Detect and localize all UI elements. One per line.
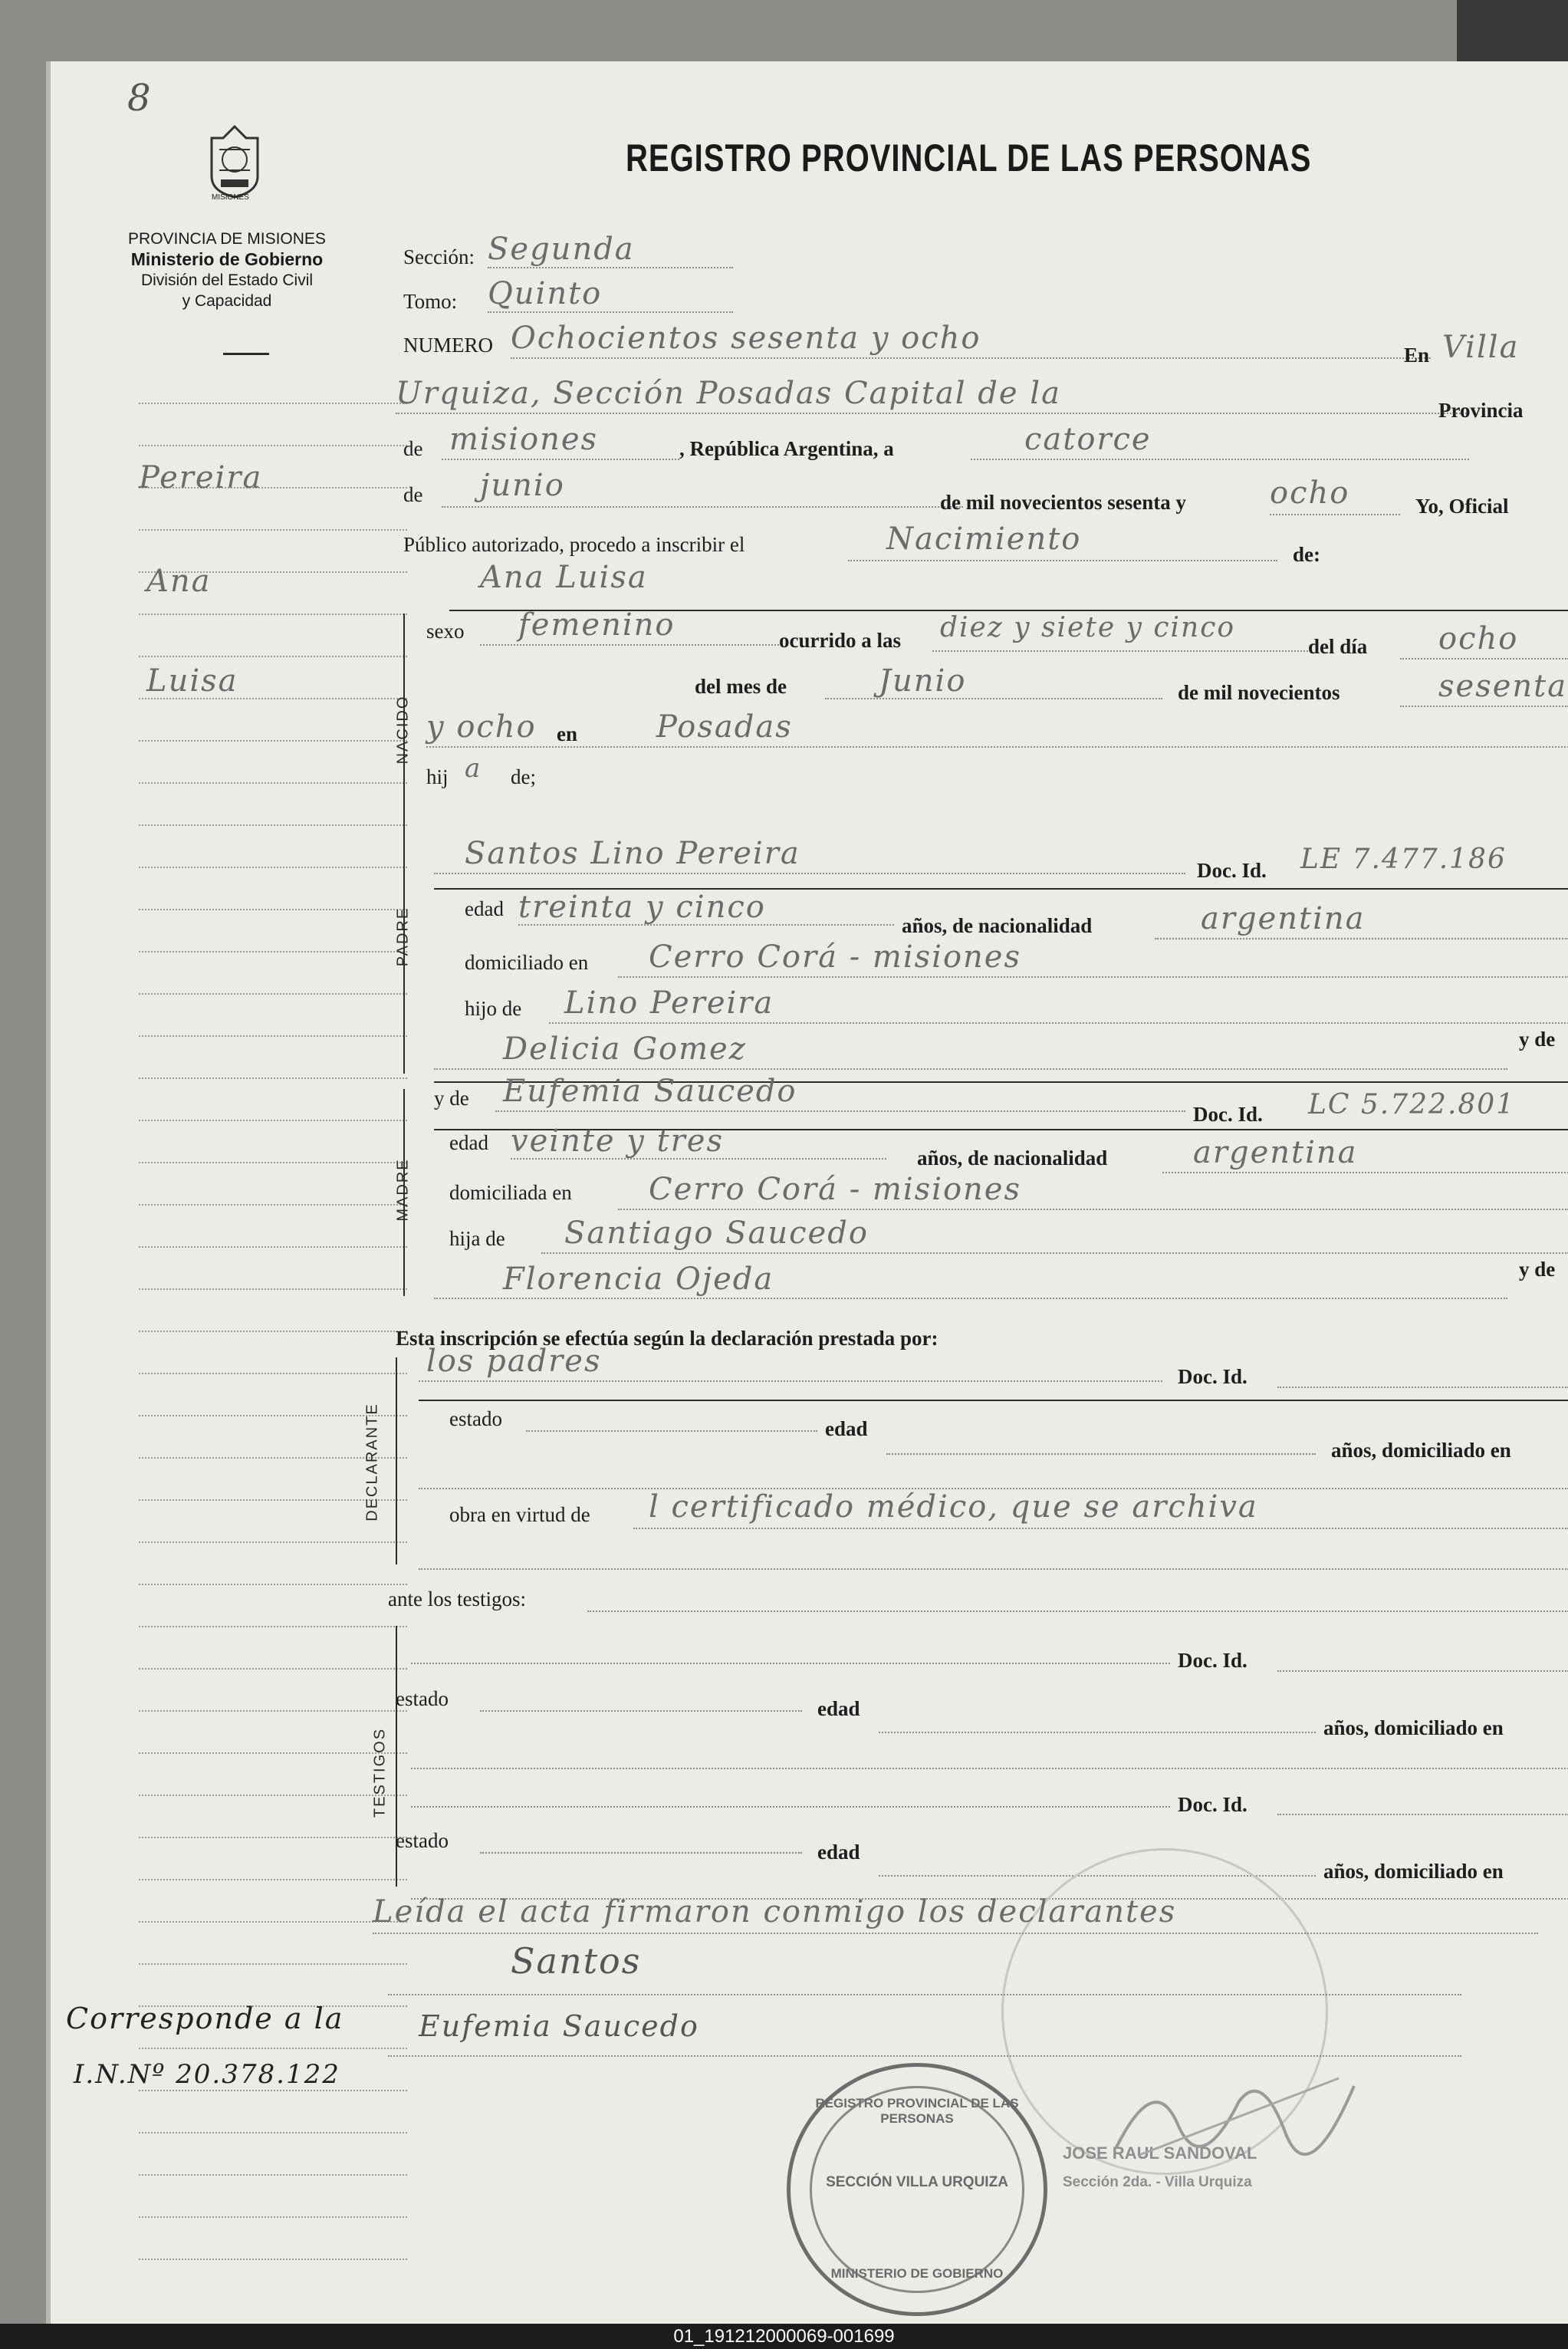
numero-label: NUMERO xyxy=(403,334,494,357)
acto-value: Nacimiento xyxy=(886,521,1082,557)
del-dia-label: del día xyxy=(1308,635,1368,658)
sexo-value: femenino xyxy=(518,607,676,643)
margin-middle-name: Luisa xyxy=(146,663,238,699)
padre-hijo-line xyxy=(549,1022,1568,1024)
declarante-intro: Esta inscripción se efectúa según la declaración prestada por: xyxy=(396,1327,938,1350)
testigo-2-estado-label: estado xyxy=(396,1829,449,1852)
year-line xyxy=(1270,514,1400,515)
issuer-division: División del Estado Civil xyxy=(140,271,314,289)
testigo-1-domicilio-label: años, domiciliado en xyxy=(1323,1716,1504,1739)
madre-doc-label: Doc. Id. xyxy=(1193,1103,1263,1126)
madre-nacionalidad: argentina xyxy=(1193,1135,1358,1170)
closing-line xyxy=(373,1933,1538,1934)
testigo-2-doc-label: Doc. Id. xyxy=(1178,1793,1247,1816)
declarante-doc-line xyxy=(1277,1387,1568,1388)
tomo-line xyxy=(488,311,733,313)
padre-edad-label: edad xyxy=(465,897,504,920)
issuer-capacity: y Capacidad xyxy=(182,292,272,310)
stamp-line-3: MINISTERIO DE GOBIERNO xyxy=(830,2266,1004,2281)
mil-label: de mil novecientos sesenta y xyxy=(940,491,1186,514)
padre-y-de-line xyxy=(434,1068,1507,1070)
declarante-edad-label: edad xyxy=(825,1417,868,1440)
hij-label: hij xyxy=(426,765,449,788)
declarante-bracket xyxy=(396,1357,397,1564)
anio-value-a: sesenta xyxy=(1438,669,1568,704)
tomo-label: Tomo: xyxy=(403,290,458,313)
day-line xyxy=(971,459,1469,460)
testigos-side-label: TESTIGOS xyxy=(371,1727,389,1818)
register-page xyxy=(46,61,1568,2324)
margin-note-line-2: I.N.Nº 20.378.122 xyxy=(74,2059,340,2090)
testigo-1-doc-label: Doc. Id. xyxy=(1178,1649,1247,1672)
en-label: En xyxy=(1404,344,1430,367)
place-line xyxy=(396,413,1469,414)
declarante-edad-line xyxy=(886,1453,1316,1455)
testigo-1-estado-label: estado xyxy=(396,1687,449,1710)
child-name: Ana Luisa xyxy=(480,560,648,595)
padre-nacionalidad-line xyxy=(1155,938,1568,939)
testigos-intro: ante los testigos: xyxy=(388,1587,526,1610)
padre-padre-de: Lino Pereira xyxy=(564,985,774,1021)
stamp-line-2: SECCIÓN VILLA URQUIZA xyxy=(826,2174,1008,2190)
year-value: ocho xyxy=(1270,475,1350,511)
province-de-label: de xyxy=(403,437,423,460)
provincial-seal-icon xyxy=(204,123,265,199)
obra-line-2 xyxy=(419,1568,1568,1570)
signature-father: Santos xyxy=(511,1940,642,1982)
de-colon-label: de: xyxy=(1293,543,1320,566)
province-value: misiones xyxy=(449,422,599,457)
seccion-value: Segunda xyxy=(488,232,635,267)
madre-hija-line xyxy=(541,1252,1568,1254)
madre-y-de-line xyxy=(434,1298,1507,1299)
testigo-2-edad-label: edad xyxy=(817,1841,860,1864)
stamp-line-1: REGISTRO PROVINCIAL DE LAS PERSONAS xyxy=(815,2096,1019,2126)
padre-domicilio-label: domiciliado en xyxy=(465,951,589,974)
padre-side-label: PADRE xyxy=(394,906,412,967)
madre-side-label: MADRE xyxy=(394,1158,412,1222)
testigo-1-edad-line xyxy=(879,1732,1316,1733)
madre-domicilio-value: Cerro Corá - misiones xyxy=(649,1172,1022,1207)
sexo-label: sexo xyxy=(426,620,465,643)
place-value: Urquiza, Sección Posadas Capital de la xyxy=(396,376,1061,411)
dia-value: ocho xyxy=(1438,621,1519,656)
obra-value: l certificado médico, que se archiva xyxy=(649,1489,1258,1525)
yo-oficial-label: Yo, Oficial xyxy=(1415,495,1509,518)
issuer-block xyxy=(112,229,342,311)
madre-madre-de: Florencia Ojeda xyxy=(503,1262,774,1297)
publico-label: Público autorizado, procedo a inscribir el xyxy=(403,533,745,556)
testigo-2-domicilio-label: años, domiciliado en xyxy=(1323,1860,1504,1883)
hij-de-label: de; xyxy=(511,765,536,788)
signature-mother: Eufemia Saucedo xyxy=(419,2009,699,2043)
madre-nombre-line xyxy=(495,1110,1185,1112)
padre-nombre: Santos Lino Pereira xyxy=(465,836,800,871)
hora-value: diez y siete y cinco xyxy=(940,612,1236,643)
en-value: Villa xyxy=(1442,330,1520,365)
issuer-ministry: Ministerio de Gobierno xyxy=(130,249,324,269)
anio-value-b: y ocho xyxy=(426,709,537,745)
padre-nombre-line xyxy=(434,873,1185,874)
madre-edad-label: edad xyxy=(449,1131,488,1154)
issuer-divider xyxy=(223,353,269,355)
declarante-rule xyxy=(419,1400,1568,1401)
padre-nacionalidad: argentina xyxy=(1201,901,1366,936)
issuer-province: PROVINCIA DE MISIONES xyxy=(128,230,326,248)
testigos-intro-line xyxy=(587,1610,1568,1612)
dia-line xyxy=(1400,658,1568,660)
testigo-1-doc-line xyxy=(1277,1670,1568,1672)
seccion-line xyxy=(488,267,733,268)
obra-label: obra en virtud de xyxy=(449,1503,590,1526)
padre-anos-label: años, de nacionalidad xyxy=(902,914,1093,937)
padre-domicilio-value: Cerro Corá - misiones xyxy=(649,939,1022,975)
closing-text: Leída el acta firmaron conmigo los declarantes xyxy=(373,1894,1177,1930)
testigo-1-nombre-line xyxy=(411,1663,1170,1664)
declarante-doc-label: Doc. Id. xyxy=(1178,1365,1247,1388)
ocurrido-label: ocurrido a las xyxy=(779,629,901,652)
padre-doc-value: LE 7.477.186 xyxy=(1300,844,1507,875)
seal-caption: MISIONES xyxy=(212,193,249,202)
tomo-value: Quinto xyxy=(488,276,603,311)
republica-label: , República Argentina, a xyxy=(679,437,894,460)
madre-y-de-label: y de xyxy=(1519,1258,1556,1281)
obra-line xyxy=(633,1528,1568,1529)
declarante-estado-line xyxy=(526,1430,817,1432)
month-de-label: de xyxy=(403,483,423,506)
madre-nombre: Eufemia Saucedo xyxy=(503,1074,797,1109)
numero-value: Ochocientos sesenta y ocho xyxy=(511,321,981,356)
mes-line xyxy=(825,698,1162,699)
declarante-side-label: DECLARANTE xyxy=(363,1403,381,1522)
official-name: JOSE RAUL SANDOVAL xyxy=(1063,2143,1257,2163)
madre-doc-value: LC 5.722.801 xyxy=(1308,1089,1516,1120)
closing-line-2 xyxy=(388,1994,1461,1995)
madre-domicilio-label: domiciliada en xyxy=(449,1181,572,1204)
mil-nacido-label: de mil novecientos xyxy=(1178,681,1340,704)
testigo-1-estado-line xyxy=(480,1710,802,1712)
margin-note-line-1: Corresponde a la xyxy=(66,2002,344,2035)
margin-surname: Pereira xyxy=(139,460,263,495)
padre-domicilio-line xyxy=(618,976,1568,978)
madre-domicilio-line xyxy=(618,1209,1568,1210)
day-value: catorce xyxy=(1024,422,1152,457)
declarante-estado-label: estado xyxy=(449,1407,502,1430)
province-line xyxy=(442,459,679,460)
month-value: junio xyxy=(480,468,565,503)
testigo-1-edad-label: edad xyxy=(817,1697,860,1720)
nacido-side-label: NACIDO xyxy=(394,695,412,765)
hora-line xyxy=(932,650,1308,652)
image-caption: 01_191212000069-001699 xyxy=(0,2324,1568,2349)
lugar-line xyxy=(426,746,1568,748)
testigo-2-nombre-line xyxy=(411,1806,1170,1808)
declarante-domicilio-label: años, domiciliado en xyxy=(1331,1439,1511,1462)
padre-doc-label: Doc. Id. xyxy=(1197,859,1267,882)
testigo-2-estado-line xyxy=(480,1852,802,1854)
madre-edad-value: veinte y tres xyxy=(511,1124,724,1159)
madre-y-de-intro: y de xyxy=(434,1087,469,1110)
madre-edad-line xyxy=(511,1158,886,1160)
month-line xyxy=(442,506,963,508)
seccion-label: Sección: xyxy=(403,245,475,268)
acto-line xyxy=(848,560,1277,561)
nacido-en-label: en xyxy=(557,722,577,745)
testigo-2-doc-line xyxy=(1277,1814,1568,1815)
anio-line xyxy=(1400,706,1568,707)
madre-hija-label: hija de xyxy=(449,1227,505,1250)
padre-madre-de: Delicia Gomez xyxy=(503,1031,747,1067)
madre-anos-label: años, de nacionalidad xyxy=(917,1147,1108,1170)
declarante-nombre-line xyxy=(419,1380,1162,1382)
page-number: 8 xyxy=(127,77,153,120)
official-role: Sección 2da. - Villa Urquiza xyxy=(1063,2174,1252,2190)
del-mes-label: del mes de xyxy=(695,675,787,698)
lugar-value: Posadas xyxy=(656,709,793,745)
padre-y-de-label: y de xyxy=(1519,1028,1556,1051)
padre-edad-value: treinta y cinco xyxy=(518,890,766,925)
official-signature-scribble xyxy=(1109,2055,1385,2166)
page-title: REGISTRO PROVINCIAL DE LAS PERSONAS xyxy=(626,137,1312,180)
mes-value: Junio xyxy=(879,663,967,699)
madre-nacionalidad-line xyxy=(1162,1172,1568,1173)
numero-line xyxy=(511,357,1431,359)
padre-edad-line xyxy=(518,924,894,926)
margin-first-name: Ana xyxy=(146,564,212,599)
padre-hijo-label: hijo de xyxy=(465,997,522,1020)
madre-padre-de: Santiago Saucedo xyxy=(564,1216,869,1251)
sexo-line xyxy=(480,644,779,646)
testigo-1-domicilio-line xyxy=(411,1768,1568,1769)
declarante-nombre: los padres xyxy=(426,1344,602,1379)
provincia-label: Provincia xyxy=(1438,399,1524,422)
hij-value: a xyxy=(465,753,482,784)
official-stamp xyxy=(787,2063,1047,2316)
